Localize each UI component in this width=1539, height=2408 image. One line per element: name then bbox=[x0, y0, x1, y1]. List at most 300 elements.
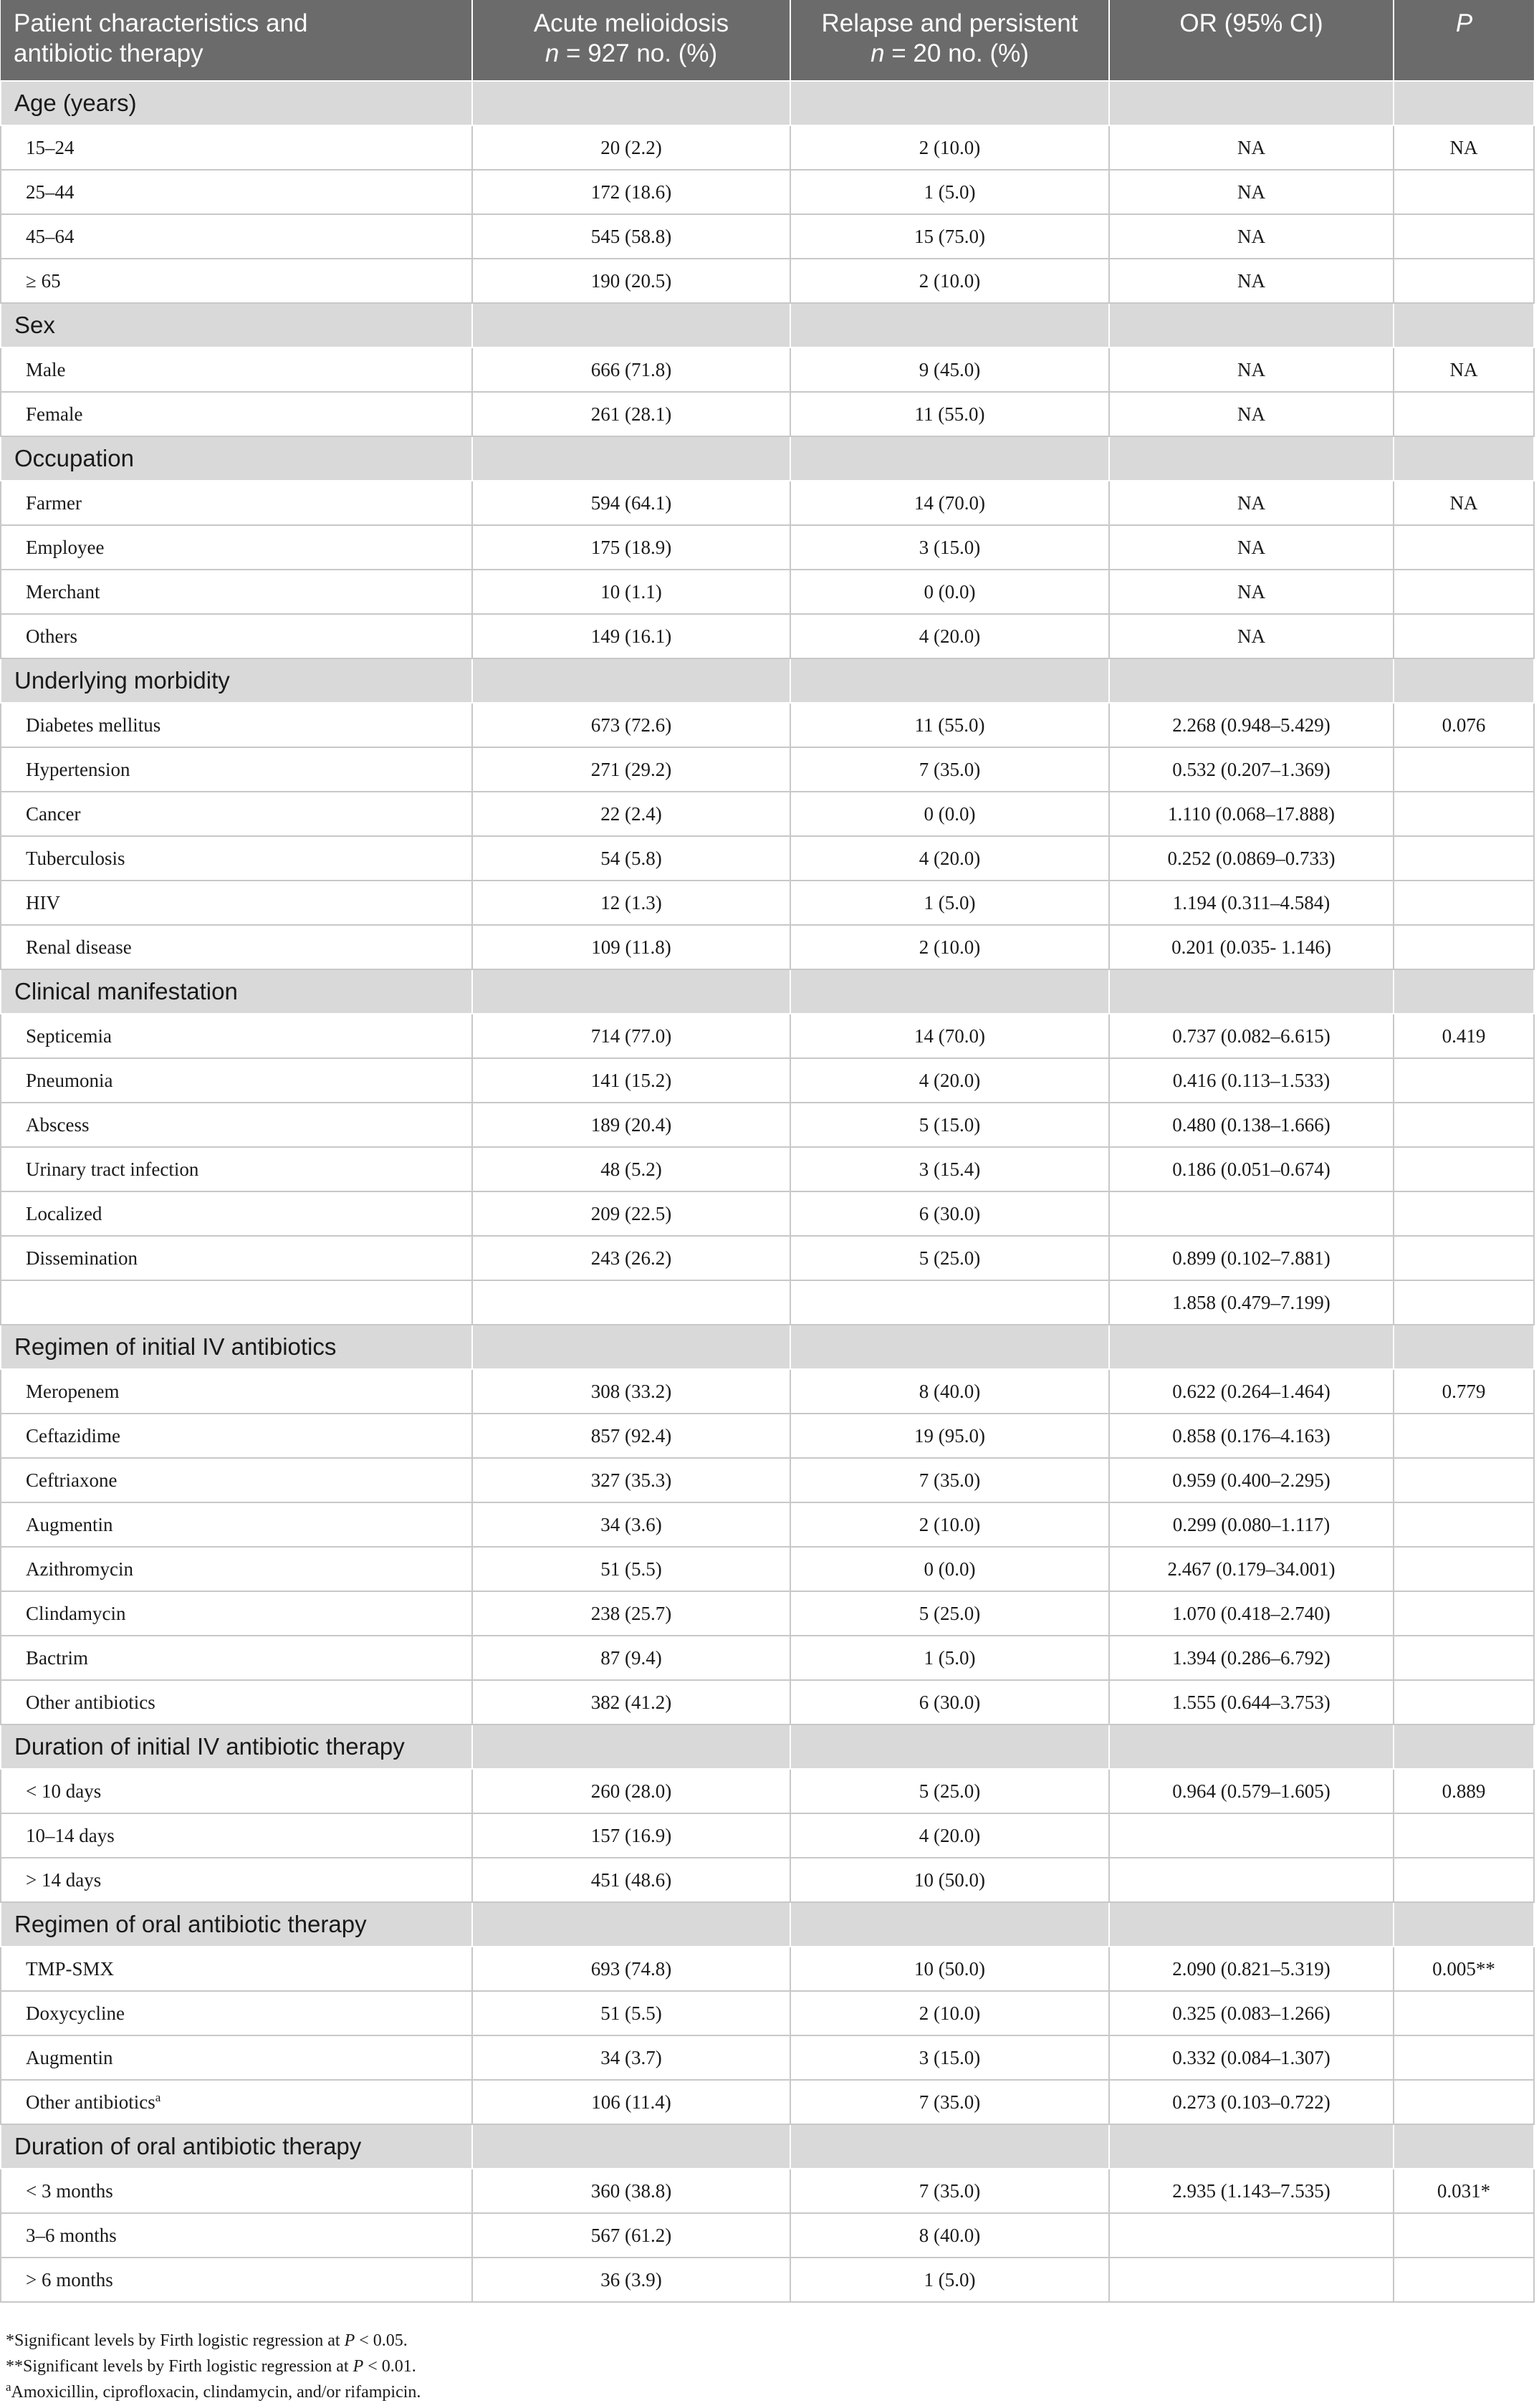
or-value bbox=[1109, 1502, 1394, 1547]
or-value bbox=[1109, 1280, 1394, 1325]
table-row bbox=[1, 570, 1534, 614]
section-title: Regimen of oral antibiotic therapy bbox=[1, 1902, 472, 1947]
relapse-value-text: 7 (35.0) bbox=[919, 1469, 981, 1491]
or-value-text: 0.332 (0.084–1.307) bbox=[1172, 2046, 1331, 2068]
or-value-text: 0.299 (0.080–1.117) bbox=[1172, 1513, 1331, 1535]
row-label-text: Others bbox=[26, 625, 77, 647]
p-value-text: 0.005** bbox=[1432, 1957, 1495, 1980]
p-value-text: NA bbox=[1449, 358, 1478, 380]
footnote-text-end: < 0.01. bbox=[363, 2357, 416, 2376]
row-label-text: Male bbox=[26, 358, 66, 380]
section-empty-cell bbox=[1394, 436, 1534, 481]
relapse-value bbox=[790, 614, 1109, 658]
or-value bbox=[1109, 1414, 1394, 1458]
section-empty-cell bbox=[472, 969, 790, 1014]
relapse-value bbox=[790, 1058, 1109, 1103]
header-acute-n: n bbox=[545, 39, 560, 67]
acute-value bbox=[472, 525, 790, 570]
relapse-value bbox=[790, 2213, 1109, 2258]
p-value bbox=[1394, 1636, 1534, 1680]
row-label bbox=[1, 1280, 472, 1325]
header-characteristics-line2: antibiotic therapy bbox=[14, 39, 203, 67]
acute-value bbox=[472, 1636, 790, 1680]
or-value bbox=[1109, 1858, 1394, 1902]
p-value bbox=[1394, 1236, 1534, 1280]
row-label-text: < 10 days bbox=[26, 1780, 102, 1802]
section-empty-cell bbox=[790, 969, 1109, 1014]
relapse-value bbox=[790, 1858, 1109, 1902]
relapse-value bbox=[790, 703, 1109, 747]
or-value-text: NA bbox=[1237, 358, 1265, 380]
section-title: Duration of initial IV antibiotic therapy bbox=[1, 1725, 472, 1769]
acute-value-text: 106 (11.4) bbox=[591, 2091, 671, 2113]
p-value bbox=[1394, 1947, 1534, 1991]
acute-value bbox=[472, 1991, 790, 2035]
or-value-text: 0.622 (0.264–1.464) bbox=[1172, 1380, 1331, 1402]
or-value bbox=[1109, 1991, 1394, 2035]
row-label-text: Meropenem bbox=[26, 1380, 120, 1402]
p-value bbox=[1394, 2035, 1534, 2080]
acute-value-text: 261 (28.1) bbox=[590, 403, 672, 425]
p-value bbox=[1394, 2213, 1534, 2258]
p-value bbox=[1394, 570, 1534, 614]
p-value-text: NA bbox=[1449, 491, 1478, 514]
or-value-text: 1.110 (0.068–17.888) bbox=[1168, 802, 1335, 825]
footnote-text: Amoxicillin, ciprofloxacin, clindamycin, and/or rifampicin. bbox=[11, 2383, 421, 2402]
or-value-text: 1.858 (0.479–7.199) bbox=[1172, 1291, 1331, 1313]
row-label-text: TMP-SMX bbox=[26, 1957, 115, 1980]
or-value bbox=[1109, 1947, 1394, 1991]
relapse-value-text: 10 (50.0) bbox=[914, 1957, 985, 1980]
p-value bbox=[1394, 703, 1534, 747]
row-label-text: Farmer bbox=[26, 491, 82, 514]
section-empty-cell bbox=[1109, 436, 1394, 481]
or-value bbox=[1109, 792, 1394, 836]
or-value bbox=[1109, 170, 1394, 214]
relapse-value bbox=[790, 214, 1109, 259]
header-acute bbox=[472, 0, 790, 81]
or-value bbox=[1109, 1147, 1394, 1191]
acute-value bbox=[472, 2169, 790, 2213]
row-label bbox=[1, 1680, 472, 1725]
acute-value bbox=[472, 347, 790, 392]
table-header-row bbox=[1, 0, 1534, 81]
or-value-text: 1.394 (0.286–6.792) bbox=[1172, 1646, 1331, 1669]
footnote bbox=[6, 2331, 408, 2351]
p-value bbox=[1394, 1280, 1534, 1325]
acute-value-text: 51 (5.5) bbox=[600, 2002, 662, 2024]
relapse-value-text: 5 (25.0) bbox=[919, 1780, 981, 1802]
acute-value-text: 857 (92.4) bbox=[590, 1424, 672, 1447]
row-label bbox=[1, 1191, 472, 1236]
row-label bbox=[1, 1547, 472, 1591]
table-row bbox=[1, 1147, 1534, 1191]
relapse-value-text: 5 (25.0) bbox=[919, 1602, 981, 1624]
acute-value bbox=[472, 703, 790, 747]
p-value bbox=[1394, 125, 1534, 170]
relapse-value bbox=[790, 1502, 1109, 1547]
relapse-value-text: 3 (15.0) bbox=[919, 536, 981, 558]
header-p-label: P bbox=[1455, 9, 1473, 37]
relapse-value-text: 11 (55.0) bbox=[914, 714, 985, 736]
acute-value bbox=[472, 481, 790, 525]
section-empty-cell bbox=[472, 1902, 790, 1947]
or-value bbox=[1109, 2080, 1394, 2124]
relapse-value-text: 2 (10.0) bbox=[919, 936, 981, 958]
table-row bbox=[1, 1458, 1534, 1502]
table-row bbox=[1, 259, 1534, 303]
section-empty-cell bbox=[472, 2124, 790, 2169]
section-title: Underlying morbidity bbox=[1, 658, 472, 703]
or-value bbox=[1109, 214, 1394, 259]
table-row bbox=[1, 392, 1534, 436]
acute-value-text: 87 (9.4) bbox=[600, 1646, 662, 1669]
row-label bbox=[1, 1103, 472, 1147]
or-value bbox=[1109, 1591, 1394, 1636]
relapse-value bbox=[790, 347, 1109, 392]
acute-value-text: 673 (72.6) bbox=[590, 714, 672, 736]
row-label-text: Cancer bbox=[26, 802, 81, 825]
table-row bbox=[1, 881, 1534, 925]
p-value bbox=[1394, 792, 1534, 836]
acute-value-text: 36 (3.9) bbox=[600, 2268, 662, 2291]
row-label bbox=[1, 792, 472, 836]
or-value bbox=[1109, 1014, 1394, 1058]
or-value-text: 1.194 (0.311–4.584) bbox=[1172, 891, 1331, 913]
acute-value-text: 271 (29.2) bbox=[590, 758, 672, 780]
table-row bbox=[1, 525, 1534, 570]
or-value-text: 0.325 (0.083–1.266) bbox=[1172, 2002, 1331, 2024]
p-value-text: 0.779 bbox=[1442, 1380, 1486, 1402]
section-empty-cell bbox=[790, 658, 1109, 703]
row-label bbox=[1, 1014, 472, 1058]
acute-value bbox=[472, 881, 790, 925]
footnote-text: *Significant levels by Firth logistic regression at bbox=[6, 2331, 345, 2350]
acute-value bbox=[472, 747, 790, 792]
section-empty-cell bbox=[790, 1725, 1109, 1769]
section-row bbox=[1, 1902, 1534, 1947]
row-label-text: < 3 months bbox=[26, 2179, 113, 2202]
table-row bbox=[1, 703, 1534, 747]
section-row bbox=[1, 2124, 1534, 2169]
header-characteristics bbox=[1, 0, 472, 81]
relapse-value bbox=[790, 1280, 1109, 1325]
p-value bbox=[1394, 1858, 1534, 1902]
table-row bbox=[1, 1591, 1534, 1636]
section-empty-cell bbox=[1394, 1725, 1534, 1769]
p-value-text: 0.419 bbox=[1442, 1025, 1486, 1047]
or-value bbox=[1109, 1191, 1394, 1236]
relapse-value-text: 4 (20.0) bbox=[919, 1824, 981, 1846]
acute-value-text: 308 (33.2) bbox=[590, 1380, 672, 1402]
or-value bbox=[1109, 836, 1394, 881]
acute-value bbox=[472, 1680, 790, 1725]
relapse-value bbox=[790, 2080, 1109, 2124]
row-label-text: Augmentin bbox=[26, 1513, 113, 1535]
p-value bbox=[1394, 1769, 1534, 1813]
row-label bbox=[1, 836, 472, 881]
or-value-text: 0.899 (0.102–7.881) bbox=[1172, 1247, 1331, 1269]
p-value bbox=[1394, 925, 1534, 969]
p-value bbox=[1394, 1414, 1534, 1458]
acute-value bbox=[472, 1769, 790, 1813]
row-label bbox=[1, 570, 472, 614]
row-label-text: Tuberculosis bbox=[26, 847, 125, 869]
row-label bbox=[1, 525, 472, 570]
row-label bbox=[1, 747, 472, 792]
relapse-value-text: 4 (20.0) bbox=[919, 1069, 981, 1091]
relapse-value bbox=[790, 170, 1109, 214]
section-empty-cell bbox=[1109, 1902, 1394, 1947]
table-row bbox=[1, 347, 1534, 392]
acute-value bbox=[472, 1947, 790, 1991]
header-relapse-n: n bbox=[871, 39, 885, 67]
table-row bbox=[1, 1547, 1534, 1591]
row-label bbox=[1, 1591, 472, 1636]
acute-value bbox=[472, 392, 790, 436]
or-value bbox=[1109, 614, 1394, 658]
header-relapse bbox=[790, 0, 1109, 81]
p-value bbox=[1394, 1058, 1534, 1103]
relapse-value bbox=[790, 259, 1109, 303]
relapse-value bbox=[790, 881, 1109, 925]
or-value-text: NA bbox=[1237, 625, 1265, 647]
or-value bbox=[1109, 703, 1394, 747]
row-label-text: 45–64 bbox=[26, 225, 75, 247]
or-value bbox=[1109, 1769, 1394, 1813]
header-p bbox=[1394, 0, 1534, 81]
or-value-text: NA bbox=[1237, 403, 1265, 425]
relapse-value-text: 5 (15.0) bbox=[919, 1113, 981, 1136]
table-row bbox=[1, 125, 1534, 170]
row-label-superscript: a bbox=[155, 2090, 161, 2104]
or-value bbox=[1109, 1236, 1394, 1280]
relapse-value bbox=[790, 1147, 1109, 1191]
row-label bbox=[1, 1813, 472, 1858]
p-value bbox=[1394, 1591, 1534, 1636]
table-row bbox=[1, 792, 1534, 836]
row-label bbox=[1, 1502, 472, 1547]
row-label bbox=[1, 1458, 472, 1502]
row-label-text: Dissemination bbox=[26, 1247, 138, 1269]
section-empty-cell bbox=[472, 303, 790, 347]
p-value bbox=[1394, 481, 1534, 525]
section-row bbox=[1, 81, 1534, 125]
relapse-value-text: 8 (40.0) bbox=[919, 1380, 981, 1402]
acute-value bbox=[472, 1813, 790, 1858]
section-empty-cell bbox=[790, 81, 1109, 125]
acute-value-text: 54 (5.8) bbox=[600, 847, 662, 869]
acute-value-text: 149 (16.1) bbox=[590, 625, 672, 647]
p-value bbox=[1394, 1680, 1534, 1725]
or-value-text: 0.252 (0.0869–0.733) bbox=[1167, 847, 1336, 869]
row-label bbox=[1, 1947, 472, 1991]
row-label bbox=[1, 481, 472, 525]
or-value bbox=[1109, 2258, 1394, 2302]
row-label-text: Other antibiotics bbox=[26, 1691, 155, 1713]
section-title: Regimen of initial IV antibiotics bbox=[1, 1325, 472, 1369]
table-row bbox=[1, 2080, 1534, 2124]
table-row bbox=[1, 1813, 1534, 1858]
relapse-value bbox=[790, 1103, 1109, 1147]
header-characteristics-line1: Patient characteristics and bbox=[14, 9, 308, 37]
section-empty-cell bbox=[790, 303, 1109, 347]
table-row bbox=[1, 1947, 1534, 1991]
relapse-value-text: 14 (70.0) bbox=[914, 491, 985, 514]
section-empty-cell bbox=[472, 1725, 790, 1769]
table-row bbox=[1, 1103, 1534, 1147]
row-label-text: Ceftazidime bbox=[26, 1424, 120, 1447]
section-row bbox=[1, 969, 1534, 1014]
header-relapse-line2: = 20 no. (%) bbox=[884, 39, 1029, 67]
header-acute-line1: Acute melioidosis bbox=[533, 9, 729, 37]
relapse-value-text: 1 (5.0) bbox=[924, 891, 976, 913]
relapse-value bbox=[790, 1547, 1109, 1591]
row-label-text: Employee bbox=[26, 536, 105, 558]
table-row bbox=[1, 1058, 1534, 1103]
or-value-text: 0.959 (0.400–2.295) bbox=[1172, 1469, 1331, 1491]
or-value bbox=[1109, 525, 1394, 570]
acute-value bbox=[472, 1502, 790, 1547]
or-value-text: 1.555 (0.644–3.753) bbox=[1172, 1691, 1331, 1713]
relapse-value bbox=[790, 1236, 1109, 1280]
or-value bbox=[1109, 125, 1394, 170]
relapse-value bbox=[790, 1414, 1109, 1458]
row-label bbox=[1, 2169, 472, 2213]
relapse-value bbox=[790, 1369, 1109, 1414]
section-empty-cell bbox=[1109, 2124, 1394, 2169]
section-title: Duration of oral antibiotic therapy bbox=[1, 2124, 472, 2169]
relapse-value-text: 7 (35.0) bbox=[919, 2179, 981, 2202]
p-value bbox=[1394, 747, 1534, 792]
p-value-text: 0.889 bbox=[1442, 1780, 1486, 1802]
header-or: OR (95% CI) bbox=[1109, 0, 1394, 81]
row-label-text: Hypertension bbox=[26, 758, 130, 780]
acute-value bbox=[472, 1236, 790, 1280]
p-value bbox=[1394, 2169, 1534, 2213]
relapse-value-text: 2 (10.0) bbox=[919, 136, 981, 158]
acute-value-text: 172 (18.6) bbox=[590, 181, 672, 203]
acute-value-text: 34 (3.6) bbox=[600, 1513, 662, 1535]
relapse-value bbox=[790, 1813, 1109, 1858]
relapse-value bbox=[790, 481, 1109, 525]
relapse-value bbox=[790, 2258, 1109, 2302]
acute-value bbox=[472, 614, 790, 658]
relapse-value-text: 6 (30.0) bbox=[919, 1691, 981, 1713]
section-empty-cell bbox=[1394, 1902, 1534, 1947]
p-value bbox=[1394, 1991, 1534, 2035]
table-body bbox=[1, 81, 1534, 2302]
row-label-text: > 6 months bbox=[26, 2268, 113, 2291]
acute-value-text: 109 (11.8) bbox=[591, 936, 671, 958]
table-row bbox=[1, 747, 1534, 792]
section-empty-cell bbox=[1394, 81, 1534, 125]
acute-value-text: 594 (64.1) bbox=[590, 491, 672, 514]
section-row bbox=[1, 658, 1534, 703]
p-value bbox=[1394, 614, 1534, 658]
relapse-value bbox=[790, 2035, 1109, 2080]
or-value bbox=[1109, 481, 1394, 525]
acute-value-text: 451 (48.6) bbox=[590, 1869, 672, 1891]
table-row bbox=[1, 2035, 1534, 2080]
row-label bbox=[1, 1147, 472, 1191]
section-empty-cell bbox=[1109, 81, 1394, 125]
section-empty-cell bbox=[1394, 1325, 1534, 1369]
table-row bbox=[1, 2258, 1534, 2302]
row-label bbox=[1, 1414, 472, 1458]
table-row bbox=[1, 1014, 1534, 1058]
or-value-text: 0.858 (0.176–4.163) bbox=[1172, 1424, 1331, 1447]
acute-value bbox=[472, 1458, 790, 1502]
header-acute-line2: = 927 no. (%) bbox=[559, 39, 718, 67]
acute-value bbox=[472, 1369, 790, 1414]
table-row bbox=[1, 836, 1534, 881]
footnote bbox=[6, 2357, 416, 2376]
acute-value bbox=[472, 1191, 790, 1236]
section-empty-cell bbox=[790, 2124, 1109, 2169]
section-empty-cell bbox=[1394, 658, 1534, 703]
acute-value bbox=[472, 570, 790, 614]
acute-value bbox=[472, 1547, 790, 1591]
row-label-text: Diabetes mellitus bbox=[26, 714, 161, 736]
footnote bbox=[6, 2380, 421, 2402]
acute-value-text: 666 (71.8) bbox=[590, 358, 672, 380]
table-row bbox=[1, 1502, 1534, 1547]
section-empty-cell bbox=[790, 436, 1109, 481]
table-row bbox=[1, 1991, 1534, 2035]
acute-value bbox=[472, 1058, 790, 1103]
table-row bbox=[1, 1191, 1534, 1236]
or-value-text: 0.201 (0.035- 1.146) bbox=[1171, 936, 1331, 958]
or-value-text: 1.070 (0.418–2.740) bbox=[1172, 1602, 1331, 1624]
relapse-value-text: 2 (10.0) bbox=[919, 1513, 981, 1535]
row-label-text: 25–44 bbox=[26, 181, 75, 203]
row-label bbox=[1, 2080, 472, 2124]
row-label-text: Augmentin bbox=[26, 2046, 113, 2068]
or-value-text: 0.416 (0.113–1.533) bbox=[1172, 1069, 1331, 1091]
row-label-text: ≥ 65 bbox=[26, 269, 61, 292]
relapse-value bbox=[790, 1947, 1109, 1991]
table-row bbox=[1, 1769, 1534, 1813]
or-value bbox=[1109, 392, 1394, 436]
relapse-value bbox=[790, 1636, 1109, 1680]
section-row bbox=[1, 436, 1534, 481]
or-value bbox=[1109, 1547, 1394, 1591]
acute-value-text: 34 (3.7) bbox=[600, 2046, 662, 2068]
section-row bbox=[1, 303, 1534, 347]
p-value bbox=[1394, 214, 1534, 259]
acute-value-text: 693 (74.8) bbox=[590, 1957, 672, 1980]
row-label-text: Renal disease bbox=[26, 936, 132, 958]
acute-value-text: 22 (2.4) bbox=[600, 802, 662, 825]
p-value bbox=[1394, 2080, 1534, 2124]
acute-value-text: 714 (77.0) bbox=[590, 1025, 672, 1047]
section-row bbox=[1, 1725, 1534, 1769]
p-value-text: 0.076 bbox=[1442, 714, 1486, 736]
or-value-text: 0.964 (0.579–1.605) bbox=[1172, 1780, 1331, 1802]
relapse-value bbox=[790, 1591, 1109, 1636]
relapse-value bbox=[790, 1769, 1109, 1813]
or-value-text: 0.186 (0.051–0.674) bbox=[1172, 1158, 1331, 1180]
table-row bbox=[1, 1636, 1534, 1680]
p-value bbox=[1394, 1103, 1534, 1147]
acute-value bbox=[472, 2035, 790, 2080]
or-value-text: NA bbox=[1237, 580, 1265, 603]
acute-value-text: 545 (58.8) bbox=[590, 225, 672, 247]
relapse-value bbox=[790, 570, 1109, 614]
acute-value bbox=[472, 1280, 790, 1325]
acute-value-text: 157 (16.9) bbox=[590, 1824, 672, 1846]
